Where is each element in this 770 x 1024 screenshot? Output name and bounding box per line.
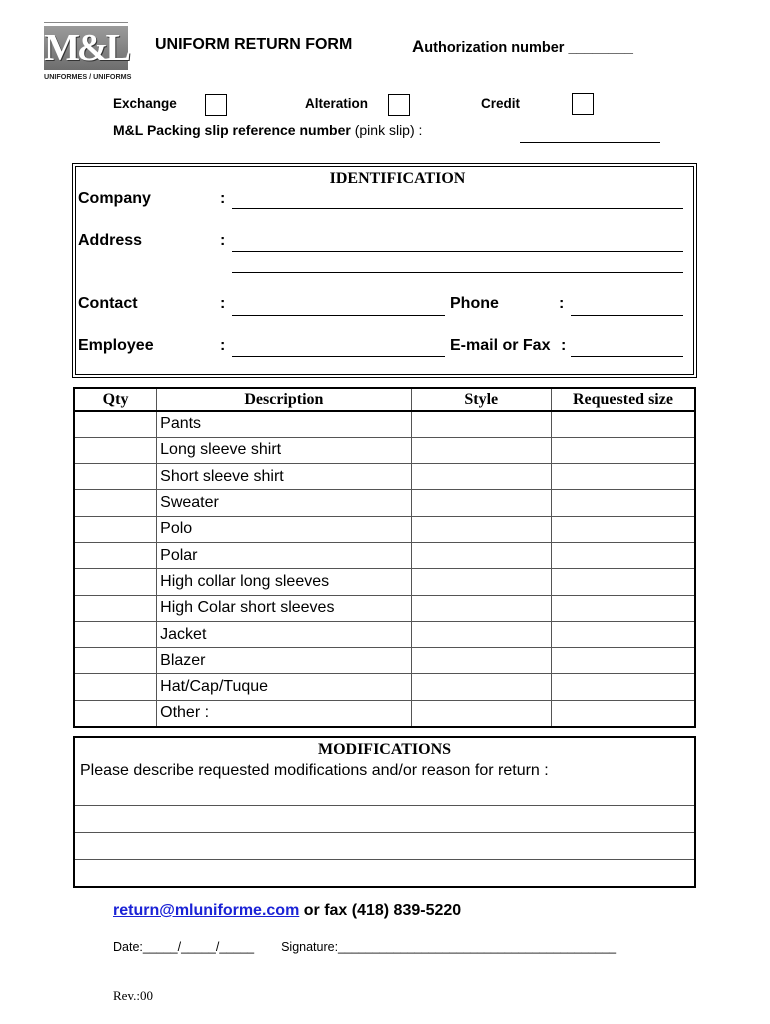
table-row (74, 569, 695, 595)
size-cell[interactable] (551, 621, 695, 647)
size-cell[interactable] (551, 674, 695, 700)
description-cell: Pants (157, 411, 411, 437)
auth-first-letter: A (412, 37, 425, 56)
address-field-line2[interactable] (232, 272, 683, 273)
style-cell[interactable] (411, 516, 551, 542)
modifications-title: MODIFICATIONS (317, 741, 452, 758)
qty-cell[interactable] (74, 700, 157, 726)
form-title: UNIFORM RETURN FORM (155, 36, 353, 53)
style-cell[interactable] (411, 674, 551, 700)
style-cell[interactable] (411, 648, 551, 674)
phone-colon: : (559, 295, 565, 312)
address-field-line1[interactable] (232, 251, 683, 252)
email-fax-field[interactable] (571, 356, 683, 357)
table-row (74, 437, 695, 463)
size-cell[interactable] (551, 437, 695, 463)
description-cell: High collar long sleeves (157, 569, 411, 595)
return-email-link[interactable]: return@mluniforme.com (113, 902, 300, 919)
employee-field[interactable] (232, 356, 445, 357)
size-cell[interactable] (551, 516, 695, 542)
style-cell[interactable] (411, 569, 551, 595)
qty-cell[interactable] (74, 516, 157, 542)
size-header: Requested size (551, 388, 695, 411)
size-cell[interactable] (551, 648, 695, 674)
description-cell: Blazer (157, 648, 411, 674)
description-cell: Polar (157, 542, 411, 568)
packing-slip-bold: M&L Packing slip reference number (113, 122, 351, 138)
qty-cell[interactable] (74, 542, 157, 568)
company-logo (44, 22, 132, 81)
modifications-description: Please describe requested modifications and/or reason for return : (80, 762, 549, 779)
alteration-checkbox[interactable] (388, 94, 410, 116)
credit-checkbox[interactable] (572, 93, 594, 115)
qty-cell[interactable] (74, 411, 157, 437)
qty-cell[interactable] (74, 595, 157, 621)
qty-cell[interactable] (74, 464, 157, 490)
items-table (73, 387, 696, 728)
table-row (74, 490, 695, 516)
style-header: Style (411, 388, 551, 411)
description-header: Description (157, 388, 411, 411)
packing-slip-field[interactable] (520, 142, 660, 143)
table-row (74, 700, 695, 726)
qty-cell[interactable] (74, 648, 157, 674)
email-fax-colon: : (561, 337, 567, 354)
identification-title: IDENTIFICATION (329, 170, 466, 187)
fax-number: or fax (418) 839-5220 (299, 902, 462, 919)
company-label: Company (78, 190, 151, 207)
size-cell[interactable] (551, 411, 695, 437)
packing-slip-label (113, 122, 422, 138)
style-cell[interactable] (411, 411, 551, 437)
qty-cell[interactable] (74, 569, 157, 595)
description-cell: High Colar short sleeves (157, 595, 411, 621)
style-cell[interactable] (411, 490, 551, 516)
style-cell[interactable] (411, 595, 551, 621)
identification-inner-border (75, 166, 694, 375)
qty-header: Qty (74, 388, 157, 411)
employee-label: Employee (78, 337, 154, 354)
packing-slip-normal: (pink slip) : (350, 122, 423, 138)
size-cell[interactable] (551, 700, 695, 726)
description-cell: Hat/Cap/Tuque (157, 674, 411, 700)
qty-cell[interactable] (74, 437, 157, 463)
qty-cell[interactable] (74, 621, 157, 647)
table-row (74, 595, 695, 621)
contact-line (113, 902, 461, 920)
logo-rule-top (44, 22, 128, 23)
identification-section (72, 163, 697, 378)
phone-field[interactable] (571, 315, 683, 316)
size-cell[interactable] (551, 595, 695, 621)
employee-colon: : (220, 337, 226, 354)
alteration-label: Alteration (305, 96, 369, 111)
items-header-row (74, 388, 695, 411)
signature-field[interactable]: Signature:________________________________________ (281, 940, 617, 954)
phone-label: Phone (450, 295, 499, 312)
contact-label: Contact (78, 295, 138, 312)
modifications-line-3[interactable] (75, 859, 694, 860)
modifications-line-1[interactable] (75, 805, 694, 806)
company-colon: : (220, 190, 226, 207)
style-cell[interactable] (411, 464, 551, 490)
contact-colon: : (220, 295, 226, 312)
credit-label: Credit (481, 96, 521, 111)
description-cell: Short sleeve shirt (157, 464, 411, 490)
style-cell[interactable] (411, 700, 551, 726)
size-cell[interactable] (551, 569, 695, 595)
table-row (74, 411, 695, 437)
contact-field[interactable] (232, 315, 445, 316)
style-cell[interactable] (411, 437, 551, 463)
description-cell: Other : (157, 700, 411, 726)
exchange-checkbox[interactable] (205, 94, 227, 116)
style-cell[interactable] (411, 621, 551, 647)
modifications-line-2[interactable] (75, 832, 694, 833)
logo-mark: M&L (44, 27, 128, 69)
description-cell: Polo (157, 516, 411, 542)
table-row (74, 542, 695, 568)
table-row (74, 674, 695, 700)
modifications-section (73, 736, 696, 888)
description-cell: Sweater (157, 490, 411, 516)
address-colon: : (220, 232, 226, 249)
email-fax-label: E-mail or Fax (450, 337, 551, 354)
table-row (74, 621, 695, 647)
revision-label: Rev.:00 (113, 988, 153, 1003)
date-signature-line (113, 940, 616, 954)
size-cell[interactable] (551, 542, 695, 568)
auth-label: uthorization number ________ (424, 40, 633, 56)
size-cell[interactable] (551, 464, 695, 490)
description-cell: Jacket (157, 621, 411, 647)
style-cell[interactable] (411, 542, 551, 568)
date-field[interactable]: Date:_____/_____/_____ (113, 940, 255, 954)
description-cell: Long sleeve shirt (157, 437, 411, 463)
company-field[interactable] (232, 208, 683, 209)
table-row (74, 648, 695, 674)
logo-subtitle: UNIFORMES / UNIFORMS (44, 72, 132, 81)
size-cell[interactable] (551, 490, 695, 516)
qty-cell[interactable] (74, 674, 157, 700)
table-row (74, 516, 695, 542)
address-label: Address (78, 232, 143, 249)
table-row (74, 464, 695, 490)
exchange-label: Exchange (113, 96, 177, 111)
authorization-number-field[interactable] (412, 37, 633, 57)
qty-cell[interactable] (74, 490, 157, 516)
